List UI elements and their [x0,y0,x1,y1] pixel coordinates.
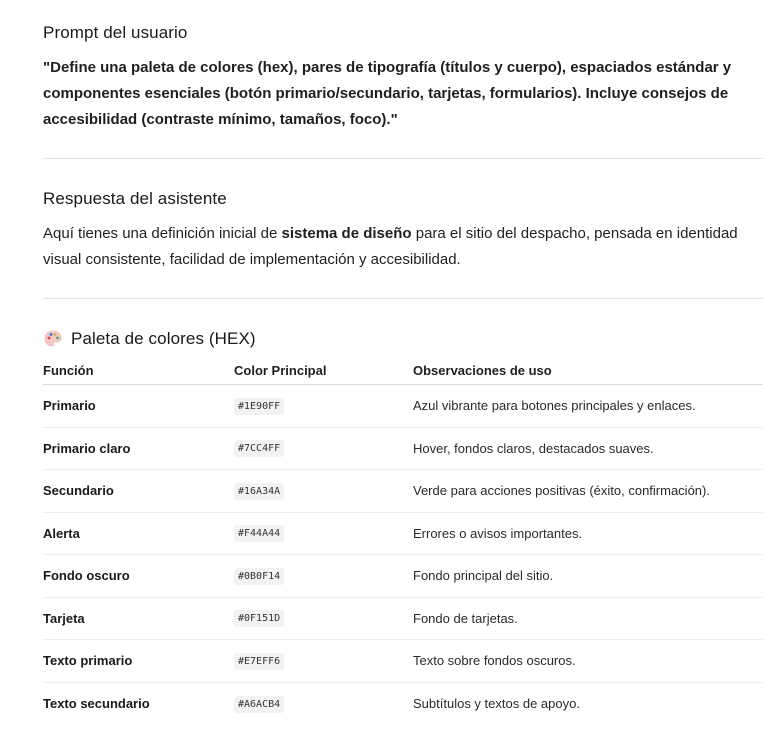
row-funcion: Primario [43,398,96,414]
answer-text [43,221,743,273]
row-observacion: Texto sobre fondos oscuros. [413,653,576,669]
column-header-color: Color Principal [234,363,327,378]
palette-icon [43,329,63,349]
prompt-heading: Prompt del usuario [43,23,188,42]
column-header-observaciones: Observaciones de uso [413,363,552,378]
palette-title: Paleta de colores (HEX) [71,329,256,348]
column-header-funcion: Función [43,363,94,378]
answer-text-bold: sistema de diseño [281,225,412,242]
table-row [43,428,763,471]
row-observacion: Azul vibrante para botones principales y enlaces. [413,398,696,414]
row-observacion: Subtítulos y textos de apoyo. [413,696,580,712]
answer-text-part: para el sitio del despacho, pensada en identidad visual consistente, facilidad de implementación y accesibilidad. [43,225,738,268]
palette-table [43,357,763,725]
table-row [43,513,763,556]
row-funcion: Fondo oscuro [43,568,130,584]
table-row [43,598,763,641]
table-row [43,385,763,428]
row-funcion: Alerta [43,525,80,541]
table-header [43,357,763,385]
row-observacion: Fondo principal del sitio. [413,568,554,584]
divider [43,158,763,159]
hex-code: #16A34A [234,483,284,500]
hex-code: #7CC4FF [234,440,284,457]
row-funcion: Secundario [43,483,114,499]
answer-heading: Respuesta del asistente [43,189,227,208]
table-row [43,683,763,726]
row-observacion: Verde para acciones positivas (éxito, confirmación). [413,483,710,499]
row-observacion: Hover, fondos claros, destacados suaves. [413,440,654,456]
answer-text-part: Aquí tienes una definición inicial de [43,225,282,242]
hex-code: #F44A44 [234,525,284,542]
row-observacion: Errores o avisos importantes. [413,525,583,541]
row-observacion: Fondo de tarjetas. [413,610,518,626]
row-funcion: Tarjeta [43,610,85,626]
hex-code: #0B0F14 [234,568,284,585]
hex-code: #A6ACB4 [234,696,284,713]
hex-code: #E7EFF6 [234,653,284,670]
hex-code: #0F151D [234,610,284,627]
palette-heading [43,329,256,349]
prompt-text: "Define una paleta de colores (hex), pares de tipografía (títulos y cuerpo), espaciados estándar y componentes esenciales (botón primario/secundario, tarjetas, formularios). Incluye consejos de accesibilidad (contraste mínimo, tamaños, foco)." [43,59,732,128]
table-row [43,555,763,598]
table-row [43,470,763,513]
table-row [43,640,763,683]
hex-code: #1E90FF [234,398,284,415]
row-funcion: Primario claro [43,440,131,456]
row-funcion: Texto primario [43,653,133,669]
divider [43,298,763,299]
row-funcion: Texto secundario [43,696,150,712]
